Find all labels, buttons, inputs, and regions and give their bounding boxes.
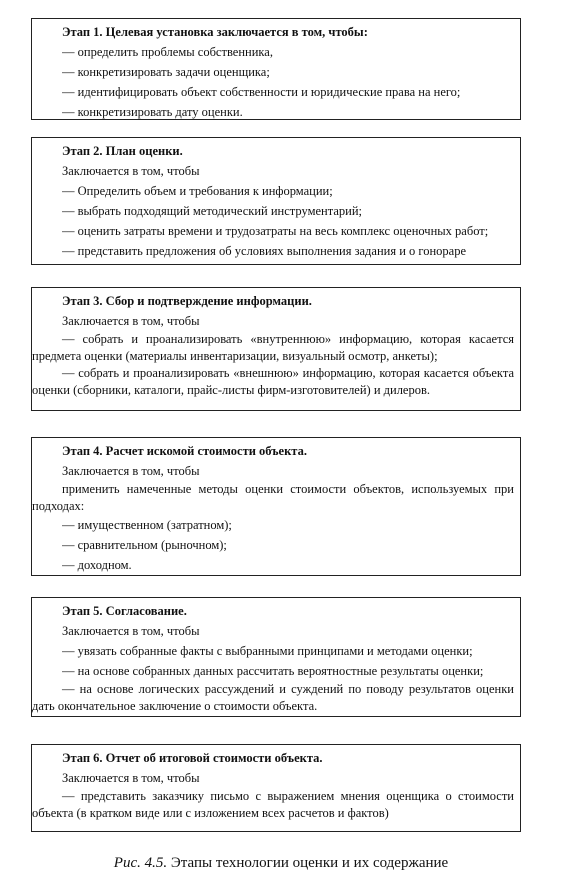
figure-caption — [0, 855, 562, 872]
stage-1-title: Этап 1. Целевая установка заключается в том, чтобы: — [62, 25, 368, 39]
stage-3-paragraph: — собрать и проанализировать «внешнюю» информацию, которая касается объекта оценки (сборники, каталоги, прайс-листы фирм-изготовителей) и дилеров. — [32, 366, 514, 397]
stage-6-intro: Заключается в том, чтобы — [62, 771, 200, 785]
stage-2-intro: Заключается в том, чтобы — [62, 164, 200, 178]
stage-2-title: Этап 2. План оценки. — [62, 144, 183, 158]
stage-3-title: Этап 3. Сбор и подтверждение информации. — [62, 294, 312, 308]
stage-4-title: Этап 4. Расчет искомой стоимости объекта. — [62, 444, 307, 458]
stage-1-box — [31, 18, 521, 120]
stage-4-item: — сравнительном (рыночном); — [62, 538, 227, 552]
stage-2-item: — представить предложения об условиях выполнения задания и о гонораре — [62, 244, 467, 258]
stage-1-item: — конкретизировать задачи оценщика; — [62, 65, 270, 79]
stage-6-box — [31, 744, 521, 832]
stage-1-item: — конкретизировать дату оценки. — [62, 105, 243, 119]
stage-2-item: — оценить затраты времени и трудозатраты на весь комплекс оценочных работ; — [62, 224, 489, 238]
stage-2-item: — выбрать подходящий методический инструментарий; — [62, 204, 362, 218]
stage-5-intro: Заключается в том, чтобы — [62, 624, 200, 638]
stage-3-paragraph: — собрать и проанализировать «внутреннюю» информацию, которая касается предмета оценки (материалы инвентаризации, визуальный осмотр, анкеты); — [32, 332, 514, 363]
stage-5-item: — на основе собранных данных рассчитать вероятностные результаты оценки; — [62, 664, 484, 678]
stage-5-paragraph: — на основе логических рассуждений и суждений по поводу результатов оценки дать окончательное заключение о стоимости объекта. — [32, 682, 514, 713]
stage-4-item: — имущественном (затратном); — [62, 518, 232, 532]
stage-4-intro: Заключается в том, чтобы — [62, 464, 200, 478]
stage-2-box — [31, 137, 521, 265]
stage-4-box — [31, 437, 521, 576]
stage-1-item: — идентифицировать объект собственности и юридические права на него; — [62, 85, 461, 99]
stage-1-item: — определить проблемы собственника, — [62, 45, 273, 59]
stage-5-box — [31, 597, 521, 717]
stage-2-item: — Определить объем и требования к информации; — [62, 184, 333, 198]
stage-5-item: — увязать собранные факты с выбранными принципами и методами оценки; — [62, 644, 473, 658]
stage-3-intro: Заключается в том, чтобы — [62, 314, 200, 328]
figure-caption-text: Этапы технологии оценки и их содержание — [167, 855, 449, 871]
stage-6-paragraph: — представить заказчику письмо с выражением мнения оценщика о стоимости объекта (в кратком виде или с изложением всех расчетов и фактов) — [32, 789, 514, 820]
figure-number: Рис. 4.5. — [113, 855, 168, 871]
stage-4-paragraph: применить намеченные методы оценки стоимости объектов, используемых при подходах: — [32, 482, 514, 513]
stage-4-item: — доходном. — [62, 558, 132, 572]
stage-5-title: Этап 5. Согласование. — [62, 604, 187, 618]
stage-6-title: Этап 6. Отчет об итоговой стоимости объекта. — [62, 751, 323, 765]
stage-3-box — [31, 287, 521, 411]
